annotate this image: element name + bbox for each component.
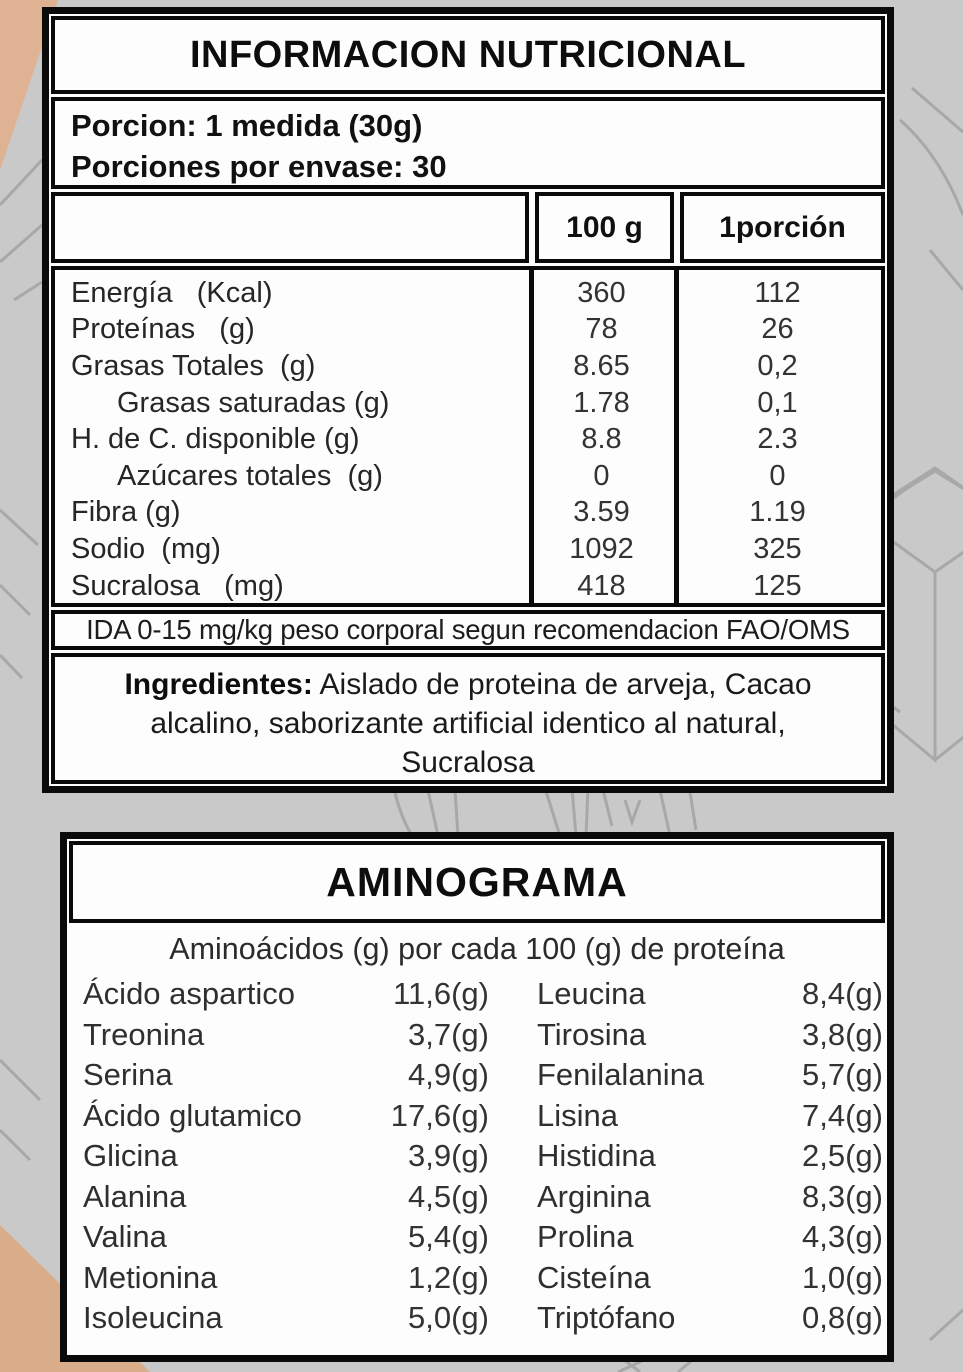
aminograma-subtitle: Aminoácidos (g) por cada 100 (g) de proteína: [169, 932, 785, 966]
amino-row: Valina 5,4(g): [83, 1219, 489, 1255]
table-row-sodio: Sodio (mg) 1092 325: [71, 532, 802, 565]
column-header-empty: [51, 192, 529, 263]
amino-row: Triptófano 0,8(g): [537, 1300, 883, 1336]
amino-row: Alanina 4,5(g): [83, 1178, 489, 1214]
amino-row: Fenilalanina 5,7(g): [537, 1057, 883, 1093]
aminograma-title: AMINOGRAMA: [326, 858, 628, 905]
amino-row: Prolina 4,3(g): [537, 1219, 883, 1255]
ingredients-box: [51, 653, 885, 784]
amino-row: Ácido glutamico 17,6(g): [83, 1097, 489, 1133]
amino-acid-table: [69, 974, 885, 1339]
amino-row: Glicina 3,9(g): [83, 1138, 489, 1174]
portions-per-container: Porciones por envase: 30: [71, 149, 447, 184]
amino-row: Histidina 2,5(g): [537, 1138, 883, 1174]
amino-row: Treonina 3,7(g): [83, 1016, 489, 1052]
nutrition-title: INFORMACION NUTRICIONAL: [189, 33, 747, 76]
amino-row: Metionina 1,2(g): [83, 1259, 489, 1295]
column-header-100g: 100 g: [535, 192, 674, 263]
amino-column-left: [69, 974, 489, 1339]
table-row-proteinas: Proteínas (g) 78 26: [71, 313, 794, 346]
table-row-hdec: H. de C. disponible (g) 8.8 2.3: [71, 423, 798, 456]
ingredients-label: Ingredientes:: [124, 668, 313, 701]
ida-note: IDA 0-15 mg/kg peso corporal segun recomendacion FAO/OMS: [86, 614, 850, 645]
table-row-azucares: Azúcares totales (g) 0 0: [117, 459, 786, 492]
amino-row: Isoleucina 5,0(g): [83, 1300, 489, 1336]
ida-note-box: [51, 610, 885, 650]
nutrition-facts-panel: [42, 7, 894, 793]
table-row-energia: Energía (Kcal) 360 112: [71, 276, 801, 309]
amino-column-right: [489, 974, 885, 1339]
column-divider: [529, 270, 534, 603]
table-row-grasas-saturadas: Grasas saturadas (g) 1.78 0,1: [117, 386, 798, 419]
amino-row: Tirosina 3,8(g): [537, 1016, 883, 1052]
column-header-row: [51, 192, 885, 263]
table-row-grasas-totales: Grasas Totales (g) 8.65 0,2: [71, 349, 798, 382]
amino-row: Leucina 8,4(g): [537, 976, 883, 1012]
column-header-portion: 1porción: [680, 192, 885, 263]
table-row-fibra: Fibra (g) 3.59 1.19: [71, 496, 806, 529]
amino-row: Cisteína 1,0(g): [537, 1259, 883, 1295]
table-row-sucralosa: Sucralosa (mg) 418 125: [71, 569, 802, 602]
nutrient-table: [51, 266, 885, 607]
amino-row: Serina 4,9(g): [83, 1057, 489, 1093]
amino-row: Lisina 7,4(g): [537, 1097, 883, 1133]
ingredients-text: Aislado de proteina de arveja, Cacao alcalino, saborizante artificial identico al natural, Sucralosa: [150, 668, 812, 779]
aminograma-title-box: [69, 841, 885, 923]
portion-box: [51, 97, 885, 189]
aminograma-panel: [60, 832, 894, 1362]
portion-size: Porcion: 1 medida (30g): [71, 108, 423, 143]
column-divider: [674, 270, 679, 603]
nutrition-title-box: [51, 16, 885, 94]
amino-row: Arginina 8,3(g): [537, 1178, 883, 1214]
amino-row: Ácido aspartico 11,6(g): [83, 976, 489, 1012]
